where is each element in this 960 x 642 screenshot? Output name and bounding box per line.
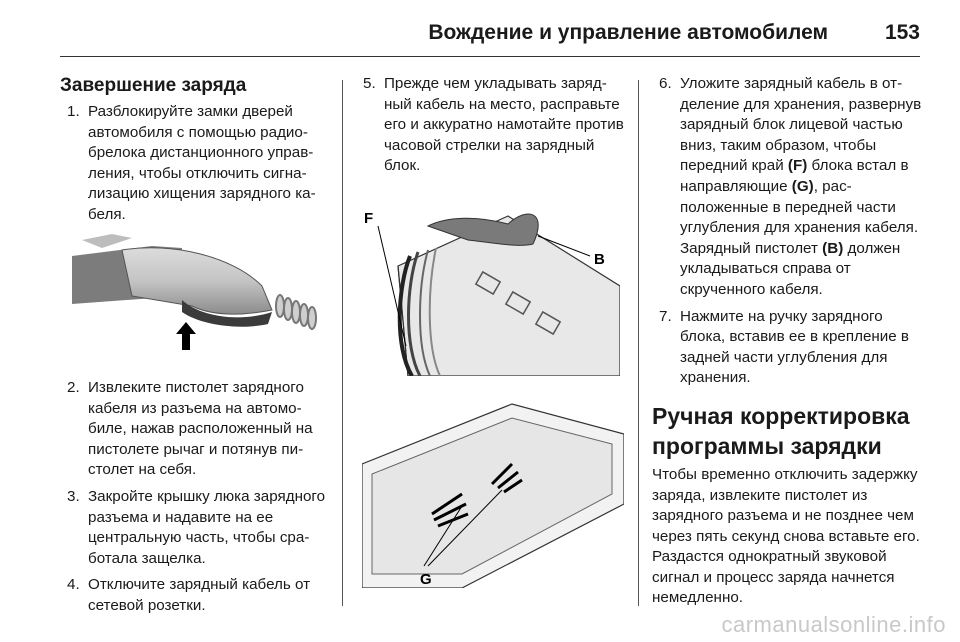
ref-f: (F)	[787, 157, 808, 175]
step-item	[60, 487, 332, 569]
column-divider	[638, 80, 639, 606]
step-text-part: Уложите зарядный кабель в отделение для хранения, развернув зарядный блок лицевой частью вниз, таким образом, чтобы передний край	[680, 75, 922, 175]
step-number: 7.	[659, 307, 672, 325]
ref-g: (G)	[791, 177, 814, 195]
section-title-manual-adjust: Ручная корректировка программы зарядки	[652, 402, 910, 459]
step-text-part: блока встал в направляющие	[680, 157, 909, 195]
steps-list-3	[652, 74, 924, 389]
step-item	[356, 74, 628, 177]
column-1-lower	[60, 378, 332, 623]
step-text: Прежде чем укладывать зарядный кабель на место, расправьте его и аккуратно намотайте против часовой стрелки на зарядный блок.	[384, 75, 624, 175]
charging-plug-illustration	[72, 226, 328, 350]
step-text-part: , расположенные в передней части углубления для хранения кабеля. Зарядный пистолет	[680, 177, 919, 257]
steps-list-1b	[60, 378, 332, 617]
step-text: Разблокируйте замки дверей автомобиля с помощью радиобрелока дистанционного управления, чтобы отключить сигнализацию хищения зарядного кабеля.	[88, 103, 316, 223]
column-divider	[342, 80, 343, 606]
watermark: carmanualsonline.info	[721, 612, 946, 637]
step-item	[652, 307, 924, 389]
step-text: Закройте крышку люка зарядного разъема и надавите на ее центральную часть, чтобы сработала защелка.	[88, 487, 326, 567]
page-header	[60, 12, 920, 57]
storage-recess-illustration	[362, 394, 624, 588]
steps-list-1	[60, 102, 332, 226]
step-number: 5.	[363, 75, 376, 92]
charging-unit-illustration	[358, 196, 620, 376]
label-b: B	[594, 251, 605, 268]
step-number: 1.	[67, 103, 80, 120]
section-title-charge-end: Завершение заряда	[60, 75, 247, 96]
step-text: Извлеките пистолет зарядного кабеля из разъема на автомобиле, нажав расположенный на пистолете рычаг и потянув пистолет на себя.	[88, 379, 313, 479]
step-text-part: должен укладываться справа от скрученного кабеля.	[680, 239, 901, 298]
body-paragraph: Чтобы временно отключить задержку заряда, извлеките пистолет из зарядного разъема и не позднее чем через пять секунд снова вставьте его. Раздастся однократный звуковой сигнал и процесс заряда начнется немедленно.	[652, 465, 920, 607]
column-1	[60, 74, 332, 232]
step-number: 4.	[67, 576, 80, 594]
label-f: F	[364, 210, 374, 227]
step-number: 2.	[67, 379, 80, 396]
steps-list-2	[356, 74, 628, 177]
step-item	[60, 575, 332, 616]
page-number: 153	[884, 21, 920, 44]
step-text: Отключите зарядный кабель от сетевой розетки.	[88, 576, 311, 614]
ref-b: (B)	[822, 239, 844, 257]
step-item	[60, 378, 332, 481]
label-g: G	[420, 571, 432, 588]
column-2	[356, 74, 628, 183]
step-item	[60, 102, 332, 226]
header-title: Вождение и управление автомобилем	[428, 21, 828, 44]
step-text: Нажмите на ручку зарядного блока, вставив ее в крепление в задней части углубления для хранения.	[680, 307, 909, 387]
column-3	[652, 74, 924, 609]
step-number: 6.	[659, 75, 672, 92]
step-item	[652, 74, 924, 301]
step-number: 3.	[67, 487, 80, 505]
